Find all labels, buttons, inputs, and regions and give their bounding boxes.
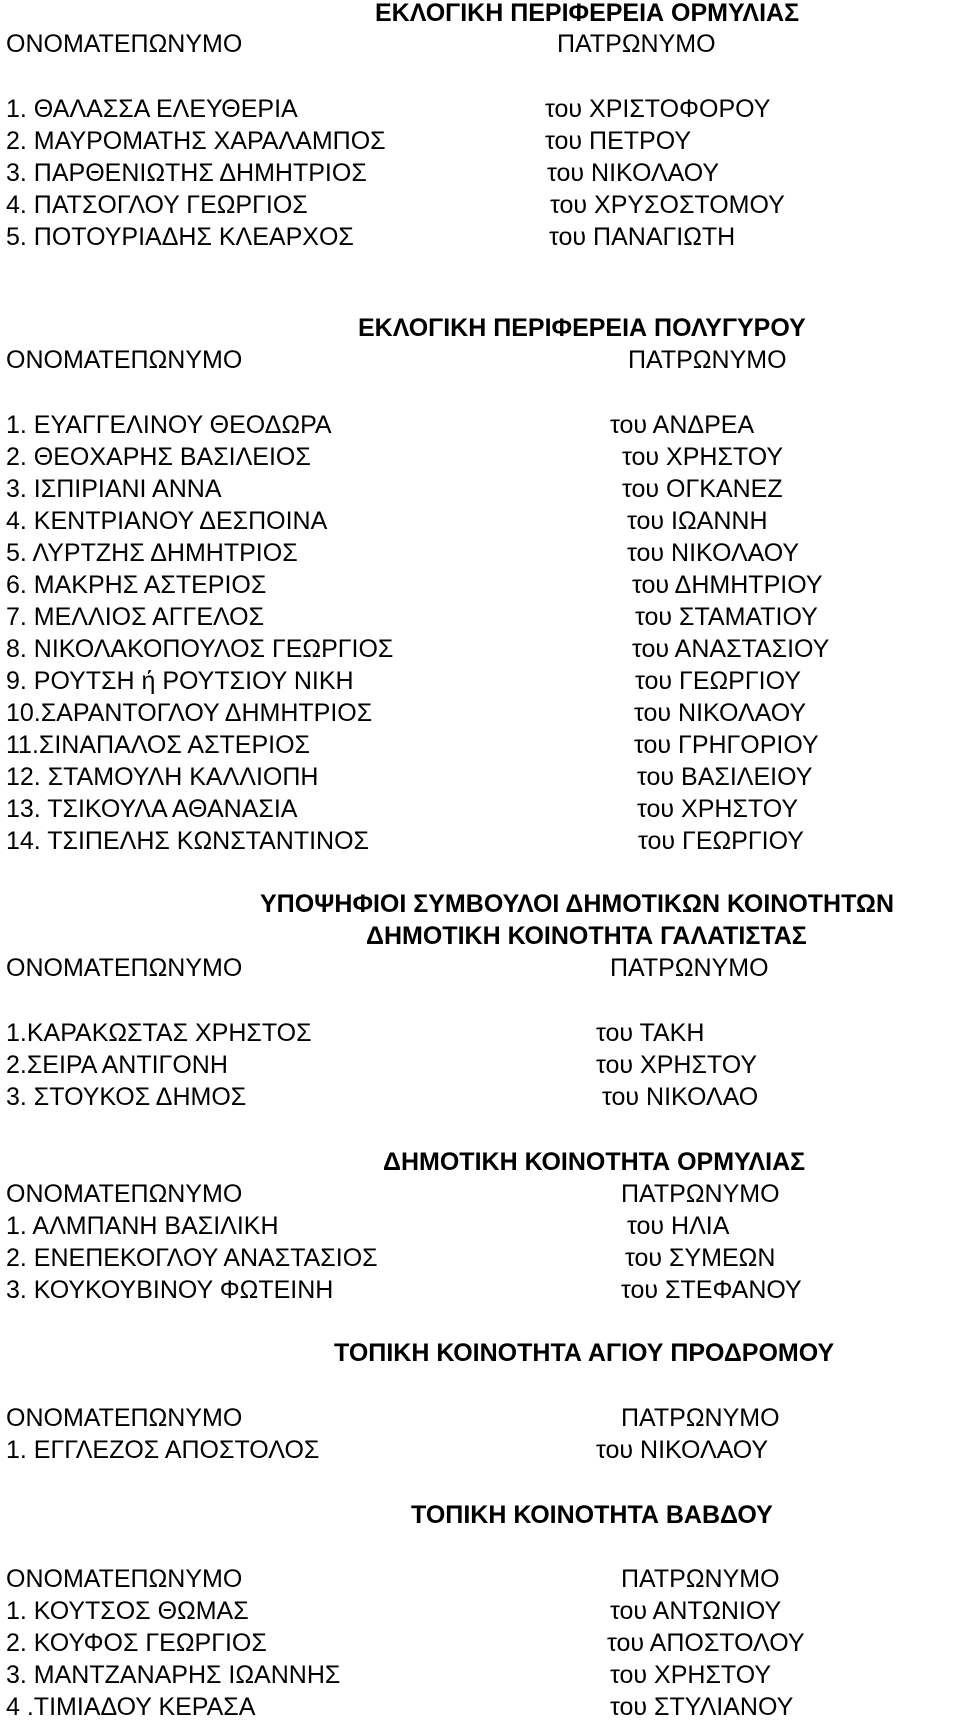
candidate-father: του ΟΓΚΑΝΕΖ (622, 475, 783, 503)
candidate-name: 3. ΙΣΠΙΡΙΑΝΙ ΑΝΝΑ (6, 475, 222, 503)
section-title: ΤΟΠΙΚΗ ΚΟΙΝΟΤΗΤΑ ΒΑΒΔΟΥ (411, 1501, 773, 1529)
candidate-father: του ΑΝΔΡΕΑ (610, 411, 755, 439)
candidate-father: του ΑΝΑΣΤΑΣΙΟΥ (632, 635, 830, 663)
candidate-name: 4 .ΤΙΜΙΑΔΟΥ ΚΕΡΑΣΑ (6, 1693, 256, 1721)
candidate-name: 8. ΝΙΚΟΛΑΚΟΠΟΥΛΟΣ ΓΕΩΡΓΙΟΣ (6, 635, 394, 663)
candidate-name: 2. ΚΟΥΦΟΣ ΓΕΩΡΓΙΟΣ (6, 1629, 267, 1657)
column-header-name: ΟΝΟΜΑΤΕΠΩΝΥΜΟ (6, 30, 243, 58)
candidate-father: του ΝΙΚΟΛΑΟΥ (547, 159, 720, 187)
candidate-name: 10.ΣΑΡΑΝΤΟΓΛΟΥ ΔΗΜΗΤΡΙΟΣ (6, 699, 373, 727)
candidate-father: του ΝΙΚΟΛΑΟΥ (627, 539, 800, 567)
candidate-father: του ΣΥΜΕΩΝ (625, 1244, 776, 1272)
column-header-father: ΠΑΤΡΩΝΥΜΟ (621, 1180, 780, 1208)
candidate-father: του ΓΡΗΓΟΡΙΟΥ (634, 731, 819, 759)
column-header-name: ΟΝΟΜΑΤΕΠΩΝΥΜΟ (6, 954, 243, 982)
candidate-father: του ΗΛΙΑ (627, 1212, 730, 1240)
candidate-name: 6. ΜΑΚΡΗΣ ΑΣΤΕΡΙΟΣ (6, 571, 267, 599)
candidate-father: του ΔΗΜΗΤΡΙΟΥ (632, 571, 823, 599)
candidate-name: 1. ΕΥΑΓΓΕΛΙΝΟΥ ΘΕΟΔΩΡΑ (6, 411, 332, 439)
candidate-name: 2. ΘΕΟΧΑΡΗΣ ΒΑΣΙΛΕΙΟΣ (6, 443, 311, 471)
section-title: ΔΗΜΟΤΙΚΗ ΚΟΙΝΟΤΗΤΑ ΟΡΜΥΛΙΑΣ (383, 1148, 806, 1176)
candidate-father: του ΧΡΥΣΟΣΤΟΜΟΥ (550, 191, 785, 219)
section-title: ΔΗΜΟΤΙΚΗ ΚΟΙΝΟΤΗΤΑ ΓΑΛΑΤΙΣΤΑΣ (366, 922, 807, 950)
candidate-father: του ΧΡΗΣΤΟΥ (596, 1051, 758, 1079)
candidate-father: του ΒΑΣΙΛΕΙΟΥ (637, 763, 813, 791)
candidate-father: του ΣΤΑΜΑΤΙΟΥ (635, 603, 818, 631)
candidate-father: του ΤΑΚΗ (596, 1019, 705, 1047)
candidate-name: 7. ΜΕΛΛΙΟΣ ΑΓΓΕΛΟΣ (6, 603, 265, 631)
candidate-name: 2. ΕΝΕΠΕΚΟΓΛΟΥ ΑΝΑΣΤΑΣΙΟΣ (6, 1244, 378, 1272)
candidate-father: του ΣΤΕΦΑΝΟΥ (621, 1276, 802, 1304)
column-header-father: ΠΑΤΡΩΝΥΜΟ (557, 30, 716, 58)
column-header-name: ΟΝΟΜΑΤΕΠΩΝΥΜΟ (6, 1404, 243, 1432)
candidate-name: 1. ΚΟΥΤΣΟΣ ΘΩΜΑΣ (6, 1597, 249, 1625)
candidate-name: 2. ΜΑΥΡΟΜΑΤΗΣ ΧΑΡΑΛΑΜΠΟΣ (6, 127, 386, 155)
candidate-name: 9. ΡΟΥΤΣΗ ή ΡΟΥΤΣΙΟΥ ΝΙΚΗ (6, 667, 354, 695)
candidate-name: 13. ΤΣΙΚΟΥΛΑ ΑΘΑΝΑΣΙΑ (6, 795, 298, 823)
candidate-name: 14. ΤΣΙΠΕΛΗΣ ΚΩΝΣΤΑΝΤΙΝΟΣ (6, 827, 369, 855)
candidate-father: του ΠΕΤΡΟΥ (545, 127, 692, 155)
candidate-name: 1. ΕΓΓΛΕΖΟΣ ΑΠΟΣΤΟΛΟΣ (6, 1436, 320, 1464)
candidate-father: του ΓΕΩΡΓΙΟΥ (635, 667, 801, 695)
column-header-father: ΠΑΤΡΩΝΥΜΟ (621, 1565, 780, 1593)
column-header-name: ΟΝΟΜΑΤΕΠΩΝΥΜΟ (6, 1565, 243, 1593)
candidate-name: 1. ΑΛΜΠΑΝΗ ΒΑΣΙΛΙΚΗ (6, 1212, 279, 1240)
candidate-father: του ΑΠΟΣΤΟΛΟΥ (607, 1629, 805, 1657)
candidate-name: 3. ΚΟΥΚΟΥΒΙΝΟΥ ΦΩΤΕΙΝΗ (6, 1276, 334, 1304)
candidate-name: 3. ΜΑΝΤΖΑΝΑΡΗΣ ΙΩΑΝΝΗΣ (6, 1661, 341, 1689)
candidate-name: 5. ΛΥΡΤΖΗΣ ΔΗΜΗΤΡΙΟΣ (6, 539, 298, 567)
candidate-name: 2.ΣΕΙΡΑ ΑΝΤΙΓΟΝΗ (6, 1051, 228, 1079)
section-title: ΤΟΠΙΚΗ ΚΟΙΝΟΤΗΤΑ ΑΓΙΟΥ ΠΡΟΔΡΟΜΟΥ (334, 1339, 835, 1367)
candidate-name: 12. ΣΤΑΜΟΥΛΗ ΚΑΛΛΙΟΠΗ (6, 763, 319, 791)
column-header-father: ΠΑΤΡΩΝΥΜΟ (628, 346, 787, 374)
candidate-name: 3. ΠΑΡΘΕΝΙΩΤΗΣ ΔΗΜΗΤΡΙΟΣ (6, 159, 367, 187)
column-header-father: ΠΑΤΡΩΝΥΜΟ (621, 1404, 780, 1432)
candidate-father: του ΑΝΤΩΝΙΟΥ (610, 1597, 782, 1625)
column-header-name: ΟΝΟΜΑΤΕΠΩΝΥΜΟ (6, 346, 243, 374)
candidate-father: του ΠΑΝΑΓΙΩΤΗ (549, 223, 736, 251)
candidate-father: του ΝΙΚΟΛΑΟΥ (634, 699, 807, 727)
column-header-father: ΠΑΤΡΩΝΥΜΟ (610, 954, 769, 982)
section-heading: ΥΠΟΨΗΦΙΟΙ ΣΥΜΒΟΥΛΟΙ ΔΗΜΟΤΙΚΩΝ ΚΟΙΝΟΤΗΤΩΝ (260, 890, 895, 918)
candidate-father: του ΝΙΚΟΛΑΟΥ (596, 1436, 769, 1464)
candidate-father: του ΧΡΗΣΤΟΥ (637, 795, 799, 823)
candidate-father: του ΧΡΗΣΤΟΥ (622, 443, 784, 471)
candidate-father: του ΝΙΚΟΛΑΟ (602, 1083, 759, 1111)
candidate-father: του ΓΕΩΡΓΙΟΥ (638, 827, 804, 855)
candidate-name: 5. ΠΟΤΟΥΡΙΑΔΗΣ ΚΛΕΑΡΧΟΣ (6, 223, 354, 251)
candidate-name: 11.ΣΙΝΑΠΑΛΟΣ ΑΣΤΕΡΙΟΣ (6, 731, 310, 759)
section-title: ΕΚΛΟΓΙΚΗ ΠΕΡΙΦΕΡΕΙΑ ΟΡΜΥΛΙΑΣ (375, 0, 800, 27)
candidate-father: του ΙΩΑΝΝΗ (627, 507, 768, 535)
candidate-name: 4. ΠΑΤΣΟΓΛΟΥ ΓΕΩΡΓΙΟΣ (6, 191, 308, 219)
candidate-father: του ΧΡΗΣΤΟΥ (610, 1661, 772, 1689)
candidate-name: 1.ΚΑΡΑΚΩΣΤΑΣ ΧΡΗΣΤΟΣ (6, 1019, 312, 1047)
column-header-name: ΟΝΟΜΑΤΕΠΩΝΥΜΟ (6, 1180, 243, 1208)
candidate-name: 4. ΚΕΝΤΡΙΑΝΟΥ ΔΕΣΠΟΙΝΑ (6, 507, 328, 535)
candidate-father: του ΧΡΙΣΤΟΦΟΡΟΥ (545, 95, 771, 123)
candidate-name: 3. ΣΤΟΥΚΟΣ ΔΗΜΟΣ (6, 1083, 247, 1111)
candidate-father: του ΣΤΥΛΙΑΝΟΥ (610, 1693, 794, 1721)
candidate-name: 1. ΘΑΛΑΣΣΑ ΕΛΕΥΘΕΡΙΑ (6, 95, 298, 123)
section-title: ΕΚΛΟΓΙΚΗ ΠΕΡΙΦΕΡΕΙΑ ΠΟΛΥΓΥΡΟΥ (358, 314, 806, 342)
